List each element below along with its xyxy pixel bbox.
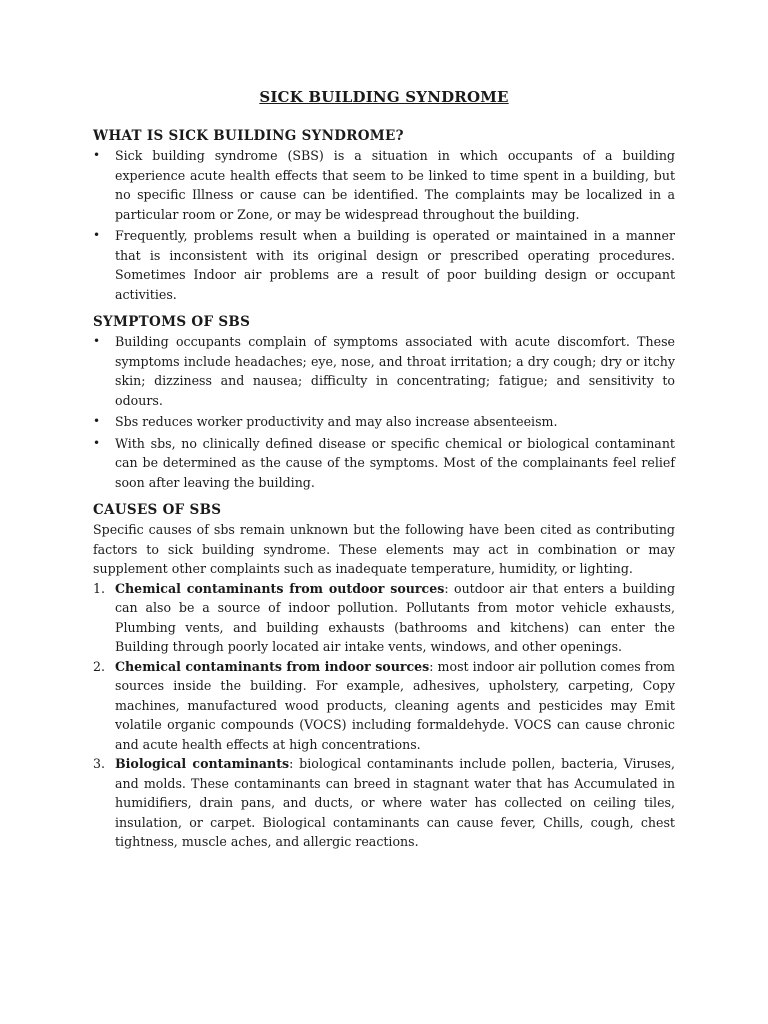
cause-text: : outdoor air that enters a building can also be a source of indoor pollution. Pollutants from motor vehicle exhausts, Plumbing vents, and building exhausts (bathrooms and kitchens) can enter the Building through poorly located air intake vents, windows, and other openings. bbox=[115, 580, 675, 654]
bullet-icon: • bbox=[93, 228, 101, 242]
bullet-text: Sick building syndrome (SBS) is a situation in which occupants of a building experience acute health effects that seem to be linked to time spent in a building, but no specific Illness or cause can be identified. The complaints may be localized in a particular room or Zone, or may be widespread throughout the building. bbox=[115, 148, 675, 222]
section-causes bbox=[93, 502, 675, 852]
cause-item bbox=[93, 579, 675, 657]
cause-term: Biological contaminants bbox=[115, 756, 290, 771]
cause-item bbox=[93, 754, 675, 852]
bullet-item bbox=[93, 146, 675, 224]
document-title: SICK BUILDING SYNDROME bbox=[259, 88, 509, 106]
section-symptoms bbox=[93, 314, 675, 492]
bullet-item bbox=[93, 332, 675, 410]
cause-text: : biological contaminants include pollen, bacteria, Viruses, and molds. These contaminants can breed in stagnant water that has Accumulated in humidifiers, drain pans, and ducts, or where water has collected on ceiling tiles, insulation, or carpet. Biological contaminants can cause fever, Chills, cough, chest tightness, muscle aches, and allergic reactions. bbox=[115, 756, 675, 849]
cause-item bbox=[93, 657, 675, 755]
section-heading: WHAT IS SICK BUILDING SYNDROME? bbox=[93, 128, 404, 144]
bullet-item bbox=[93, 434, 675, 493]
bullet-text: Frequently, problems result when a building is operated or maintained in a manner that is inconsistent with its original design or prescribed operating procedures. Sometimes Indoor air problems are a result of poor building design or occupant activities. bbox=[115, 228, 675, 302]
bullet-list bbox=[93, 146, 675, 304]
cause-number: 1. bbox=[93, 580, 106, 596]
bullet-text: Building occupants complain of symptoms associated with acute discomfort. These symptoms include headaches; eye, nose, and throat irritation; a dry cough; dry or itchy skin; dizziness and nausea; difficulty in concentrating; fatigue; and sensitivity to odours. bbox=[115, 334, 675, 408]
bullet-item bbox=[93, 412, 675, 432]
section-heading: SYMPTOMS OF SBS bbox=[93, 314, 251, 330]
cause-number: 2. bbox=[93, 658, 106, 674]
cause-term: Chemical contaminants from indoor sources bbox=[115, 658, 430, 674]
section-what-is-sbs bbox=[93, 128, 675, 304]
bullet-icon: • bbox=[93, 148, 101, 162]
bullet-icon: • bbox=[93, 334, 101, 348]
bullet-icon: • bbox=[93, 435, 101, 450]
cause-number: 3. bbox=[93, 756, 106, 771]
bullet-list bbox=[93, 332, 675, 492]
cause-term: Chemical contaminants from outdoor sources bbox=[115, 580, 445, 596]
section-heading: CAUSES OF SBS bbox=[93, 502, 222, 518]
bullet-item bbox=[93, 226, 675, 304]
bullet-text: Sbs reduces worker productivity and may also increase absenteeism. bbox=[115, 414, 558, 429]
causes-list bbox=[93, 579, 675, 852]
bullet-icon: • bbox=[93, 414, 101, 428]
cause-text: : most indoor air pollution comes from sources inside the building. For example, adhesives, upholstery, carpeting, Copy machines, manufactured wood products, cleaning agents and pesticides may Emit volatile organic compounds (VOCS) including formaldehyde. VOCS can cause chronic and acute health effects at high concentrations. bbox=[115, 658, 676, 752]
bullet-text: With sbs, no clinically defined disease or specific chemical or biological contaminant can be determined as the cause of the symptoms. Most of the complainants feel relief soon after leaving the building. bbox=[115, 435, 675, 490]
causes-intro: Specific causes of sbs remain unknown but the following have been cited as contributing factors to sick building syndrome. These elements may act in combination or may supplement other complaints such as inadequate temperature, humidity, or lighting. bbox=[93, 522, 675, 576]
